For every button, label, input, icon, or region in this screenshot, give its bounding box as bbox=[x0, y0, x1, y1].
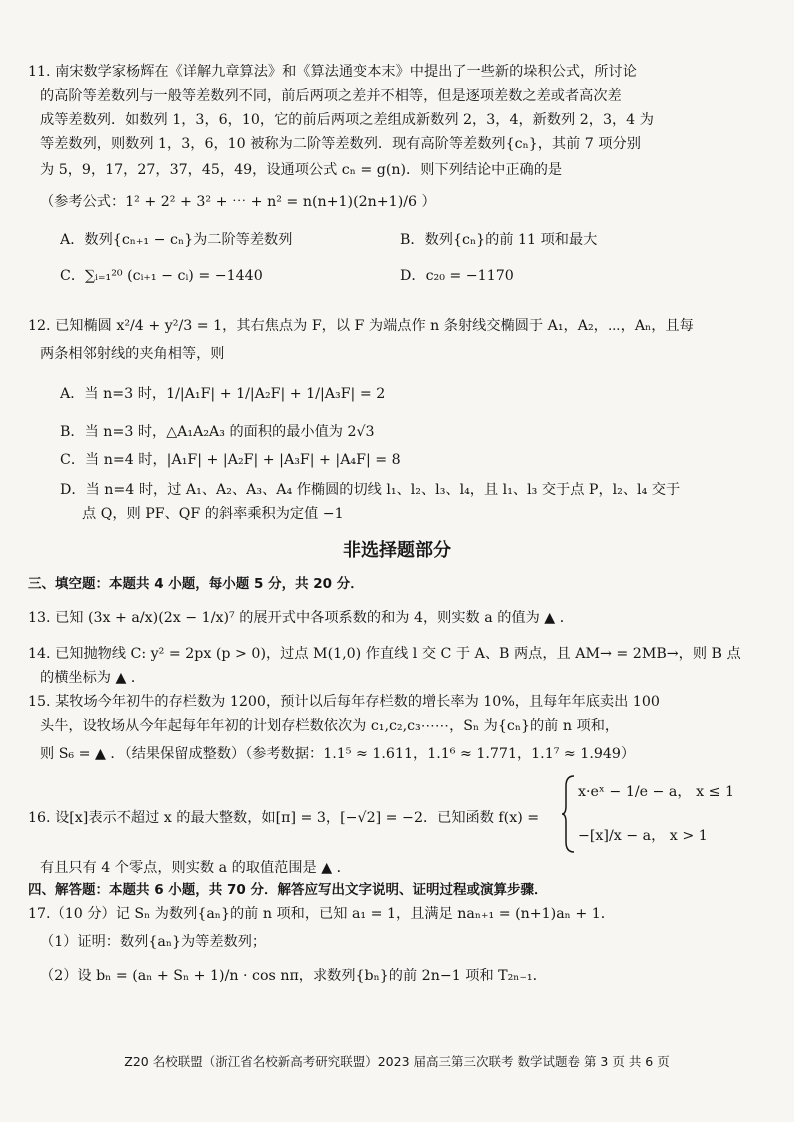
part3-heading: 三、填空题：本题共 4 小题，每小题 5 分，共 20 分． bbox=[28, 576, 364, 592]
q15-line3: 则 S₆ = ▲ ．（结果保留成整数）（参考数据：1.1⁵ ≈ 1.611，1.1⁶ ≈ 1.771，1.1⁷ ≈ 1.949） bbox=[40, 746, 636, 762]
q11-line1: 11. 南宋数学家杨辉在《详解九章算法》和《算法通变本末》中提出了一些新的垛积公式，所讨论 bbox=[28, 64, 637, 80]
q16-line1: 16. 设[x]表示不超过 x 的最大整数，如[π] = 3，[−√2] = −2．已知函数 f(x) = bbox=[28, 810, 540, 826]
q12-option-d-line2: 点 Q，则 PF、QF 的斜率乘积为定值 −1 bbox=[82, 506, 344, 522]
q16-piece1: x·eˣ − 1/e − a， x ≤ 1 bbox=[578, 784, 735, 800]
q12-option-c: C．当 n=4 时，|A₁F| + |A₂F| + |A₃F| + |A₄F| = 8 bbox=[60, 452, 401, 468]
part4-heading: 四、解答题：本题共 6 小题，共 70 分．解答应写出文字说明、证明过程或演算步骤． bbox=[28, 882, 548, 898]
q11-line5: 为 5，9，17，27，37，45，49，设通项公式 cₙ = g(n)．则下列结论中正确的是 bbox=[40, 162, 563, 178]
q12-option-b: B．当 n=3 时，△A₁A₂A₃ 的面积的最小值为 2√3 bbox=[60, 424, 375, 440]
q14-line2: 的横坐标为 ▲ ． bbox=[40, 670, 146, 686]
q17-line1: 17.（10 分）记 Sₙ 为数列{aₙ}的前 n 项和，已知 a₁ = 1，且满足 naₙ₊₁ = (n+1)aₙ + 1． bbox=[28, 906, 615, 922]
q11-option-d: D．c₂₀ = −1170 bbox=[400, 268, 514, 284]
q11-option-a: A．数列{cₙ₊₁ − cₙ}为二阶等差数列 bbox=[60, 232, 293, 248]
q11-line4: 等差数列，则数列 1，3，6，10 被称为二阶等差数列．现有高阶等差数列{cₙ}，其前 7 项分别 bbox=[40, 136, 641, 152]
q13-text: 13. 已知 (3x + a/x)(2x − 1/x)⁷ 的展开式中各项系数的和为 4，则实数 a 的值为 ▲ ． bbox=[28, 610, 574, 626]
section-title: 非选择题部分 bbox=[343, 540, 451, 561]
q17-part1: （1）证明：数列{aₙ}为等差数列； bbox=[40, 934, 267, 950]
page-footer: Z20 名校联盟（浙江省名校新高考研究联盟）2023 届高三第三次联考 数学试题卷 第 3 页 共 6 页 bbox=[124, 1054, 670, 1069]
piecewise-brace bbox=[562, 774, 576, 854]
q15-line1: 15. 某牧场今年初牛的存栏数为 1200，预计以后每年存栏数的增长率为 10%，且每年年底卖出 100 bbox=[28, 694, 660, 710]
q15-line2: 头牛，设牧场从今年起每年年初的计划存栏数依次为 c₁,c₂,c₃⋯⋯，Sₙ 为{cₙ}的前 n 项和， bbox=[40, 718, 620, 734]
q11-line3: 成等差数列．如数列 1，3，6，10，它的前后两项之差组成新数列 2，3，4，新数列 2，3，4 为 bbox=[40, 112, 654, 128]
q12-option-d-line1: D．当 n=4 时，过 A₁、A₂、A₃、A₄ 作椭圆的切线 l₁、l₂、l₃、l₄，且 l₁、l₃ 交于点 P，l₂、l₄ 交于 bbox=[60, 482, 681, 498]
q11-option-b: B．数列{cₙ}的前 11 项和最大 bbox=[400, 232, 598, 248]
q11-line2: 的高阶等差数列与一般等差数列不同，前后两项之差并不相等，但是逐项差数之差或者高次差 bbox=[40, 88, 622, 104]
q16-line2: 有且只有 4 个零点，则实数 a 的取值范围是 ▲ ． bbox=[40, 860, 351, 876]
q16-piece2: −[x]/x − a， x > 1 bbox=[578, 828, 708, 844]
q12-option-a: A．当 n=3 时，1/|A₁F| + 1/|A₂F| + 1/|A₃F| = 2 bbox=[60, 386, 386, 402]
q14-line1: 14. 已知抛物线 C: y² = 2px (p > 0)，过点 M(1,0) 作直线 l 交 C 于 A、B 两点，且 AM→ = 2MB→，则 B 点 bbox=[28, 646, 741, 662]
q11-option-c: C．∑ᵢ₌₁²⁰ (cᵢ₊₁ − cᵢ) = −1440 bbox=[60, 268, 263, 284]
q12-line1: 12. 已知椭圆 x²/4 + y²/3 = 1，其右焦点为 F，以 F 为端点作 n 条射线交椭圆于 A₁，A₂，⋯，Aₙ，且每 bbox=[28, 318, 694, 334]
q11-reference-formula: （参考公式：1² + 2² + 3² + ⋯ + n² = n(n+1)(2n+1)/6 ） bbox=[40, 194, 436, 210]
q12-line2: 两条相邻射线的夹角相等，则 bbox=[40, 346, 225, 362]
q17-part2: （2）设 bₙ = (aₙ + Sₙ + 1)/n · cos nπ，求数列{bₙ}的前 2n−1 项和 T₂ₙ₋₁． bbox=[40, 968, 547, 984]
